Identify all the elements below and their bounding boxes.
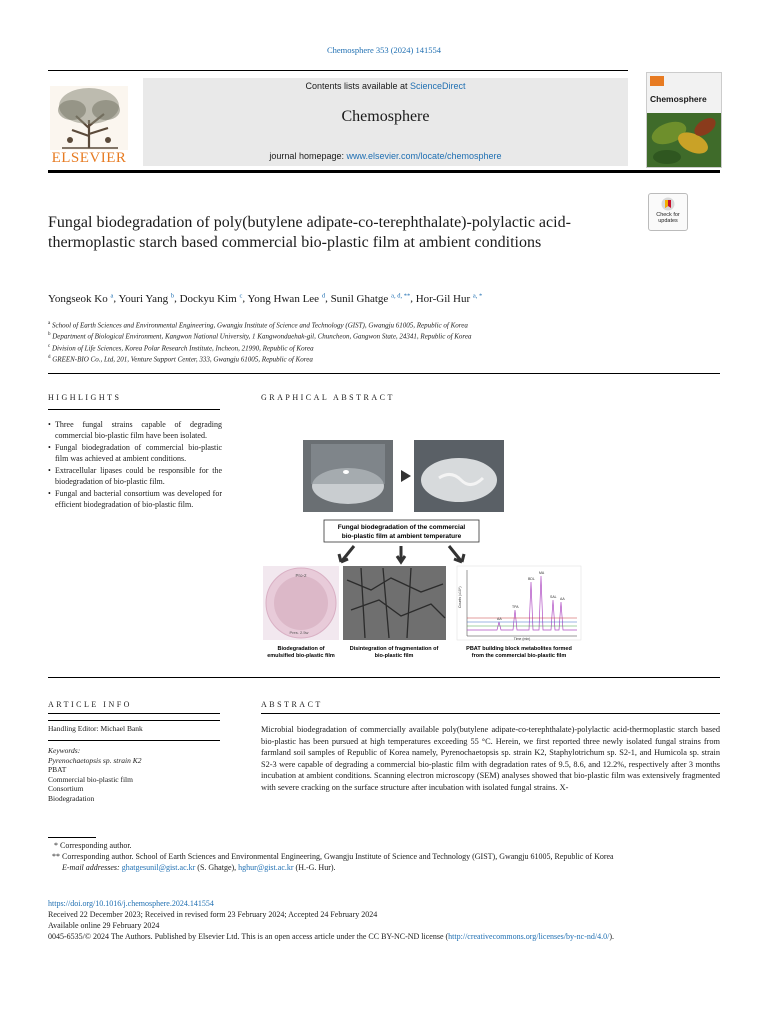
keyword: Pyrenochaetopsis sp. strain K2 (48, 755, 142, 765)
affiliation-text: School of Earth Sciences and Environmental Engineering, Gwangju Institute of Science and Technology (GIST), Gwangju 61005, Republic of Korea (51, 321, 468, 330)
author-name: Yong Hwan Lee (247, 292, 320, 305)
homepage-link[interactable]: www.elsevier.com/locate/chemosphere (346, 151, 502, 161)
abstract-heading: ABSTRACT (261, 700, 323, 709)
affiliation (48, 319, 728, 330)
section-divider (48, 677, 720, 678)
license-text: 0045-6535/© 2024 The Authors. Published by Elsevier Ltd. This is an open access article under the CC BY-NC-ND license ( (48, 932, 449, 941)
masthead-top-rule (48, 70, 628, 71)
email-label: E-mail addresses: (62, 863, 122, 872)
peak-label: TPA (512, 605, 519, 609)
author-list: Yongseok Ko $^a$, Youri Yang $^b$, Dockyu Kim $^c$, Yong Hwan Lee $^d$, Sunil Ghatge $^{a, d, **}$, Hor-Gil Hur $^{a, *}$ (48, 292, 483, 305)
journal-reference[interactable]: Chemosphere 353 (2024) 141554 (326, 45, 442, 55)
abstract-rule (261, 713, 720, 714)
journal-banner (143, 78, 628, 166)
homepage-prefix: journal homepage: (269, 151, 347, 161)
cover-publisher-mark (650, 76, 664, 86)
peak-label: AA (497, 617, 502, 621)
highlights-list (48, 420, 222, 512)
caption-middle-line-2: bio-plastic film (374, 653, 414, 659)
available-online: Available online 29 February 2024 (48, 921, 160, 930)
peak-label: MA (539, 571, 545, 575)
petri-label-top: Pro-2 (295, 573, 307, 578)
contents-line (143, 81, 628, 91)
highlights-rule (48, 409, 220, 410)
article-title: Fungal biodegradation of poly(butylene adipate-co-terephthalate)-polylactic acid-thermoplastic starch based commercial bio-plastic film at ambient conditions (48, 214, 571, 251)
elsevier-wordmark[interactable]: ELSEVIER (51, 150, 127, 166)
author-name: Yongseok Ko (48, 292, 108, 305)
affiliation (48, 353, 728, 364)
clear-zone (274, 576, 328, 630)
author-name: Hor-Gil Hur (415, 292, 471, 305)
affiliation-mark: a (48, 321, 51, 326)
author-affiliation-mark[interactable]: a (110, 292, 114, 299)
contents-prefix: Contents lists available at (305, 81, 411, 91)
affiliation (48, 342, 728, 353)
check-for-updates-label: Check for updates (656, 212, 680, 224)
cover-title: Chemosphere (650, 94, 707, 104)
author-name: Sunil Ghatge (330, 292, 389, 305)
footnotes (48, 840, 720, 873)
affiliation-mark: b (48, 332, 51, 338)
chromatogram-y-label: Counts (x10⁵) (458, 586, 462, 608)
email-link-ghatge[interactable]: ghatgesunil@gist.ac.kr (121, 863, 196, 872)
caption-left-line-1: Biodegradation of (277, 646, 325, 652)
email-link-hur[interactable]: hghur@gist.ac.kr (238, 863, 294, 872)
author[interactable] (416, 293, 483, 305)
keywords-list (48, 746, 220, 803)
caption-right-line-1: PBAT building block metabolites formed (466, 646, 572, 652)
homepage-line (143, 151, 628, 161)
author[interactable] (331, 293, 411, 305)
chromatogram-x-label: Time (min) (513, 637, 531, 641)
masthead-bottom-rule (48, 170, 720, 173)
journal-name: Chemosphere (341, 108, 430, 125)
author-affiliation-mark[interactable]: a, d, ** (391, 292, 411, 299)
author-name: Dockyu Kim (179, 292, 237, 305)
author[interactable] (118, 293, 174, 305)
affiliation-mark: c (48, 343, 51, 349)
footnote-corresponding-2: ** Corresponding author. School of Earth Sciences and Environmental Engineering, Gwangju Institute of Science and Technology (GIST), Gwangju 61005, Republic of Korea (52, 852, 614, 861)
article-info-rule (48, 740, 220, 741)
section-divider (48, 373, 720, 374)
peak-label: BDL (528, 577, 535, 581)
footnote-corresponding-1: * Corresponding author. (54, 841, 132, 850)
caption-middle-line-1: Disintegration of fragmentation of (349, 646, 439, 652)
keyword: Biodegradation (48, 793, 95, 803)
license-link[interactable]: http://creativecommons.org/licenses/by-nc-nd/4.0/ (448, 932, 610, 941)
author-affiliation-mark[interactable]: d (321, 292, 326, 299)
keyword: PBAT (48, 765, 67, 774)
highlight-item: • Three fungal strains capable of degrading commercial bio-plastic film have been isolated. (48, 420, 222, 441)
author[interactable] (247, 293, 325, 305)
article-info-heading: ARTICLE INFO (48, 700, 132, 709)
peak-label: AA (560, 597, 565, 601)
publication-info (48, 898, 720, 942)
author-affiliation-mark[interactable]: b (170, 292, 175, 299)
ga-title-line-2: bio-plastic film at ambient temperature (341, 533, 462, 540)
chromatogram-panel (457, 566, 581, 640)
affiliation (48, 330, 728, 341)
affiliation-text: Department of Biological Environment, Kangwon National University, 1 Kangwondaehak-gil, Chuncheon, Gangwon State, 24341, Republic of Korea (52, 332, 472, 341)
footnote-rule (48, 837, 96, 838)
article-info-rule (48, 720, 220, 721)
email-owner: (H.-G. Hur). (293, 863, 336, 872)
keyword: Commercial bio-plastic film (48, 774, 133, 784)
affiliation-text: Division of Life Sciences, Korea Polar Research Institute, Incheon, 21990, Republic of Korea (51, 343, 314, 352)
cover-leaf-image (647, 113, 721, 167)
article-info-rule (48, 713, 220, 714)
doi-link[interactable]: https://doi.org/10.1016/j.chemosphere.2024.141554 (48, 899, 214, 908)
caption-right-line-2: from the commercial bio-plastic film (471, 653, 567, 659)
highlight-item: • Fungal biodegradation of commercial bio-plastic film was achieved at ambient conditions. (48, 443, 222, 464)
license-suffix: ). (609, 932, 614, 941)
license-line (48, 931, 720, 942)
graphical-abstract-figure[interactable] (261, 440, 591, 665)
peak-label: SAL (550, 595, 557, 599)
masthead (48, 70, 720, 176)
email-line (48, 862, 720, 873)
caption-left-line-2: emulsified bio-plastic film (267, 653, 335, 659)
author-name: Youri Yang (118, 292, 169, 305)
highlight-item: • Fungal and bacterial consortium was developed for efficient biodegradation of bio-plastic film. (48, 489, 222, 510)
author-affiliation-mark[interactable]: c (239, 292, 243, 299)
film-piece (343, 470, 349, 474)
email-owner: (S. Ghatge), (195, 863, 239, 872)
arrow-down-right-icon (449, 546, 464, 562)
affiliation-text: GREEN-BIO Co., Ltd, 201, Venture Support Center, 333, Gwangju 61005, Republic of Korea (52, 355, 313, 364)
arrow-right-icon (401, 470, 411, 482)
graphical-abstract-heading: GRAPHICAL ABSTRACT (261, 393, 395, 402)
author[interactable] (48, 293, 113, 305)
arrow-down-icon (397, 546, 405, 562)
received-dates: Received 22 December 2023; Received in revised form 23 February 2024; Accepted 24 February 2024 (48, 910, 378, 919)
check-for-updates-button[interactable] (648, 193, 688, 231)
keywords-label: Keywords: (48, 746, 81, 755)
highlight-item: • Extracellular lipases could be responsible for the biodegradation of bio-plastic film. (48, 466, 222, 487)
bookmark-icon (661, 197, 675, 211)
author-affiliation-mark[interactable]: a, * (472, 292, 483, 299)
ga-title-line-1: Fungal biodegradation of the commercial (337, 524, 466, 531)
author[interactable] (180, 293, 243, 305)
affiliation-mark: d (48, 354, 51, 360)
sem-image (343, 566, 446, 640)
keyword: Consortium (48, 784, 84, 793)
sciencedirect-link[interactable]: ScienceDirect (410, 81, 466, 91)
beaker-glass (311, 444, 385, 484)
highlights-heading: HIGHLIGHTS (48, 393, 122, 402)
handling-editor: Handling Editor: Michael Bank (48, 724, 143, 733)
journal-cover[interactable] (646, 72, 722, 168)
arrow-down-left-icon (339, 546, 354, 562)
abstract-text: Microbial biodegradation of commercially available poly(butylene adipate-co-terephthalate)-polylactic acid-thermoplastic starch based bio-plastic has been pursued at high temperatures exceeding 55 °C. Herein, we first reported three newly isolated fungal strains from farmland soil samples of Republic of Korea namely, Pyrenochaetopsis sp. strain K2, Staphylotrichum sp. S2-1, and Humicola sp. strain S2-3 were capable of degrading a commercial bio-plastic film with degradation rates of 9.5, 8.6, and 12.2%, respectively after 3 months incubation at ambient conditions. Scanning electron microscopy (SEM) analyses showed that bio-plastic film was extensively fragmented with severe cracking on the surface structure after incubation with isolated fungal strains. X- (261, 725, 720, 792)
affiliation-list (48, 319, 728, 364)
petri-label-bottom: Pres. 2.5w (289, 630, 309, 635)
